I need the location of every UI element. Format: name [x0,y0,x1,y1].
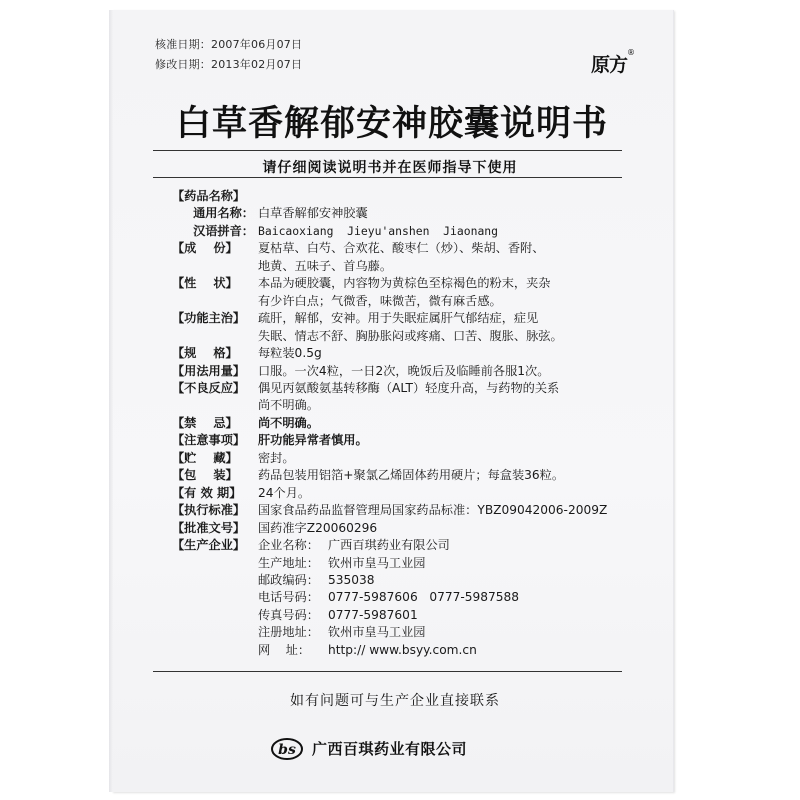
properties-value-1: 本品为硬胶囊，内容物为黄棕色至棕褐色的粉末，夹杂 [258,276,551,291]
company-logo-text: bs [278,742,296,758]
validity-label: 【有 效 期】 [172,485,242,500]
phone-value: 0777-5987606 0777-5987588 [328,590,520,605]
brand-logo [591,48,635,77]
row-standard [172,502,642,519]
website-value: http:// www.bsyy.com.cn [328,642,477,657]
row-website [172,642,642,659]
row-fax [172,607,642,624]
manufacturer-label: 【生产企业】 [172,538,246,553]
phone-label: 电话号码： [258,590,319,605]
drug-info-list [172,188,642,659]
address-label: 生产地址： [258,555,319,570]
spec-label: 【规 格】 [172,346,238,361]
divider-top [153,150,622,151]
generic-name-value: 白草香解郁安神胶囊 [258,206,368,221]
indications-value-2: 失眠、情志不舒、胸胁胀闷或疼痛、口苦、腹胀、脉弦。 [258,328,563,343]
row-validity [172,485,642,502]
row-indications [172,310,642,327]
row-drug-name [172,188,642,205]
reg-address-label: 注册地址： [258,625,319,640]
row-postcode [172,572,642,589]
fax-label: 传真号码： [258,607,319,622]
generic-name-label: 通用名称： [193,206,254,221]
company-name-label: 企业名称： [258,538,319,553]
row-pinyin [172,223,642,240]
row-address [172,555,642,572]
storage-value: 密封。 [258,450,295,465]
adverse-value-2: 尚不明确。 [258,398,319,413]
precautions-label: 【注意事项】 [172,433,246,448]
indications-label: 【功能主治】 [172,311,246,326]
postcode-label: 邮政编码： [258,572,319,587]
standard-value: 国家食品药品监督管理局国家药品标准：YBZ09042006-2009Z [258,503,608,518]
row-properties [172,275,642,292]
reg-address-value: 钦州市皇马工业园 [328,625,426,640]
drug-name-label: 【药品名称】 [172,189,246,203]
row-adverse [172,380,642,397]
row-spec [172,345,642,362]
row-indications-cont [172,328,642,345]
adverse-value-1: 偶见丙氨酸氨基转移酶（ALT）轻度升高，与药物的关系 [258,380,560,395]
pinyin-value: Baicaoxiang Jieyu'anshen Jiaonang [258,223,499,238]
row-package [172,467,642,484]
company-footer-name: 广西百琪药业有限公司 [312,739,468,758]
approval-label: 【批准文号】 [172,520,246,535]
row-generic-name [172,205,642,222]
properties-value-2: 有少许白点；气微香，味微苦，微有麻舌感。 [258,293,502,308]
adverse-label: 【不良反应】 [172,380,246,395]
postcode-value: 535038 [328,572,375,587]
row-properties-cont [172,293,642,310]
standard-label: 【执行标准】 [172,503,246,518]
company-name-value: 广西百琪药业有限公司 [328,538,450,553]
ingredients-label: 【成 份】 [172,241,238,256]
brand-name: 原方 [591,54,628,76]
package-label: 【包 装】 [172,468,238,483]
dosage-value: 口服。一次4粒，一日2次，晚饭后及临睡前各服1次。 [258,363,550,378]
row-ingredients-cont [172,258,642,275]
row-reg-address [172,624,642,641]
company-footer [270,734,467,762]
approval-date: 核准日期：2007年06月07日 [155,38,303,51]
approval-value: 国药准字Z20060296 [258,520,378,535]
precautions-value: 肝功能异常者慎用。 [258,433,368,448]
row-precautions [172,432,642,449]
row-storage [172,450,642,467]
registered-mark: ® [627,48,635,57]
properties-label: 【性 状】 [172,276,238,291]
storage-label: 【贮 藏】 [172,450,238,465]
row-dosage [172,363,642,380]
row-manufacturer [172,537,642,554]
row-approval [172,520,642,537]
ingredients-value-2: 地黄、五味子、首乌藤。 [258,258,393,273]
fax-value: 0777-5987601 [328,607,418,622]
indications-value-1: 疏肝，解郁，安神。用于失眠症属肝气郁结症，症见 [258,311,539,326]
row-contraindications [172,415,642,432]
revision-date: 修改日期：2013年02月07日 [155,58,303,71]
usage-notice: 请仔细阅读说明书并在医师指导下使用 [262,160,518,176]
company-logo-icon [270,734,304,762]
website-label: 网 址： [258,642,311,657]
contact-note: 如有问题可与生产企业直接联系 [290,693,500,709]
document-title: 白草香解郁安神胶囊说明书 [175,104,608,144]
divider-subtitle [153,177,622,178]
contraindications-value: 尚不明确。 [258,415,319,430]
dosage-label: 【用法用量】 [172,363,246,378]
row-adverse-cont [172,397,642,414]
package-value: 药品包装用铝箔+聚氯乙烯固体药用硬片；每盒装36粒。 [258,468,565,483]
divider-bottom [153,671,622,672]
row-ingredients [172,240,642,257]
spec-value: 每粒装0.5g [258,346,322,361]
pinyin-label: 汉语拼音： [193,223,254,238]
contraindications-label: 【禁 忌】 [172,415,238,430]
validity-value: 24个月。 [258,485,311,500]
ingredients-value-1: 夏枯草、白芍、合欢花、酸枣仁（炒）、柴胡、香附、 [258,241,545,256]
address-value: 钦州市皇马工业园 [328,555,426,570]
row-phone [172,589,642,606]
